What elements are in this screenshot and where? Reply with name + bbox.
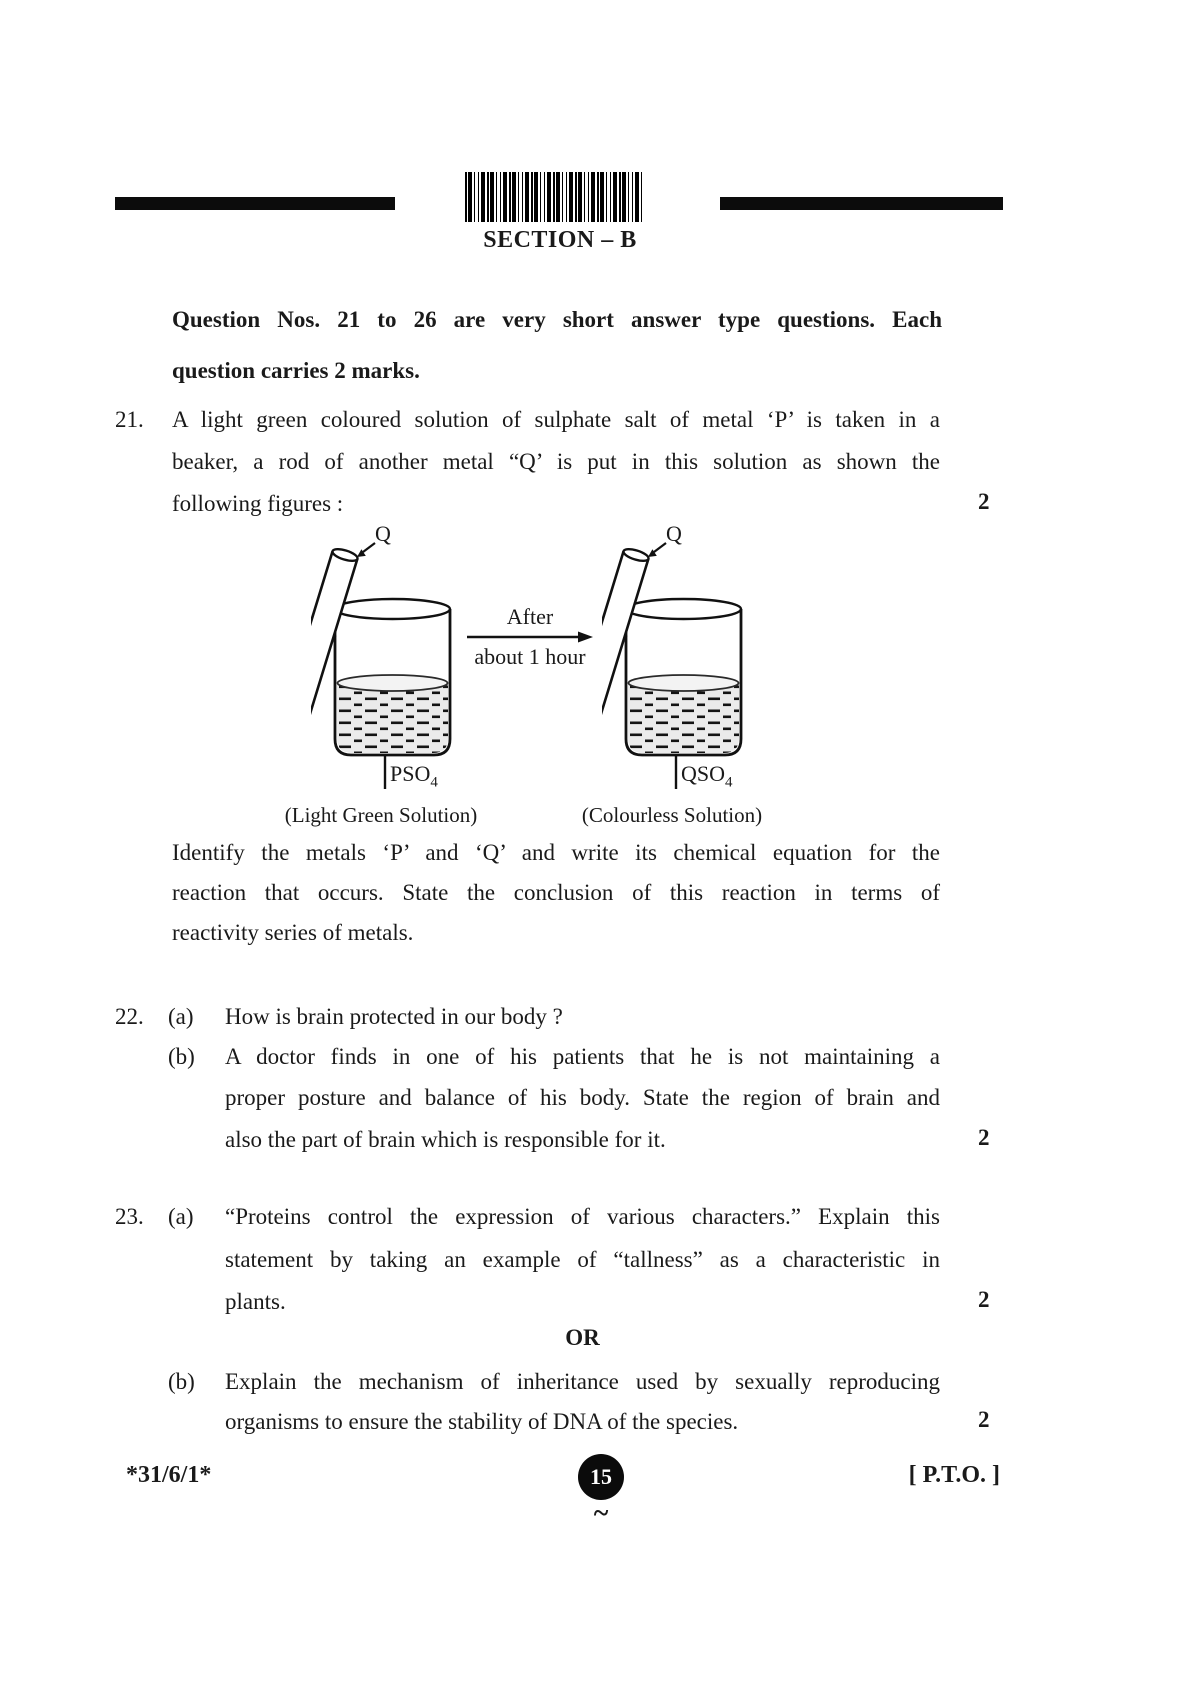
q21-line-4: Identify the metals ‘P’ and ‘Q’ and write its chemical equation for the <box>172 840 940 865</box>
right-arrow-icon <box>465 630 595 644</box>
q23-marks-b: 2 <box>978 1407 990 1432</box>
q23b-line-1: Explain the mechanism of inheritance used by sexually reproducing <box>225 1369 940 1394</box>
barcode <box>465 172 642 222</box>
header-rule-right <box>720 197 1003 210</box>
caption-right: (Colourless Solution) <box>581 803 763 827</box>
intro-line-1: Question Nos. 21 to 26 are very short answer type questions. Each <box>172 307 942 332</box>
q21-line-3: following figures : <box>172 491 344 516</box>
rod-pointer-arrow <box>363 543 375 552</box>
question-22-number: 22. <box>115 1004 144 1029</box>
q23-marks-a: 2 <box>978 1287 990 1312</box>
q23a-line-3: plants. <box>225 1289 286 1314</box>
q22b-line-2: proper posture and balance of his body. State the region of brain and <box>225 1085 940 1110</box>
question-21-number: 21. <box>115 407 144 432</box>
q23a-label: (a) <box>168 1204 194 1229</box>
section-title: SECTION – B <box>483 227 637 253</box>
caption-left: (Light Green Solution) <box>284 803 478 827</box>
q22b-label: (b) <box>168 1044 195 1069</box>
footer-paper-code: *31/6/1* <box>126 1462 212 1488</box>
beaker-right-illustration <box>602 527 772 797</box>
q21-marks: 2 <box>978 489 990 514</box>
question-23-number: 23. <box>115 1204 144 1229</box>
pto-label: [ P.T.O. ] <box>908 1462 1000 1488</box>
rod-label-left: Q <box>375 521 391 546</box>
q23b-label: (b) <box>168 1369 195 1394</box>
header-rule-left <box>115 197 395 210</box>
q21-line-5: reaction that occurs. State the conclusion of this reaction in terms of <box>172 880 940 905</box>
solution-label-left: $PSO_4$ <box>390 761 438 791</box>
q23b-line-2: organisms to ensure the stability of DNA of the species. <box>225 1409 739 1434</box>
q22b-line-1: A doctor finds in one of his patients that he is not maintaining a <box>225 1044 940 1069</box>
q22b-line-3: also the part of brain which is responsible for it. <box>225 1127 666 1152</box>
q23a-line-1: “Proteins control the expression of various characters.” Explain this <box>225 1204 940 1229</box>
transition-label-top: After <box>506 604 554 629</box>
rod-label-right: Q <box>666 521 682 546</box>
q22-marks: 2 <box>978 1125 990 1150</box>
page-number-badge: 15 <box>578 1454 624 1500</box>
or-separator: OR <box>565 1325 600 1350</box>
transition-label-bottom: about 1 hour <box>474 644 586 669</box>
q21-line-1: A light green coloured solution of sulphate salt of metal ‘P’ is taken in a <box>172 407 940 432</box>
q21-line-6: reactivity series of metals. <box>172 920 414 945</box>
figure-beaker-left <box>284 521 481 837</box>
solution-label-right: $QSO_4$ <box>681 761 733 791</box>
tilde-mark: ~ <box>593 1498 609 1529</box>
q23a-line-2: statement by taking an example of “tallness” as a characteristic in <box>225 1247 940 1272</box>
q22a-text: How is brain protected in our body ? <box>225 1004 563 1029</box>
figure-transition <box>450 604 610 670</box>
q21-line-2: beaker, a rod of another metal “Q’ is put in this solution as shown the <box>172 449 940 474</box>
figure-beaker-right <box>581 521 772 837</box>
intro-line-2: question carries 2 marks. <box>172 358 420 383</box>
rod-pointer-arrow <box>654 543 666 552</box>
q22a-label: (a) <box>168 1004 194 1029</box>
